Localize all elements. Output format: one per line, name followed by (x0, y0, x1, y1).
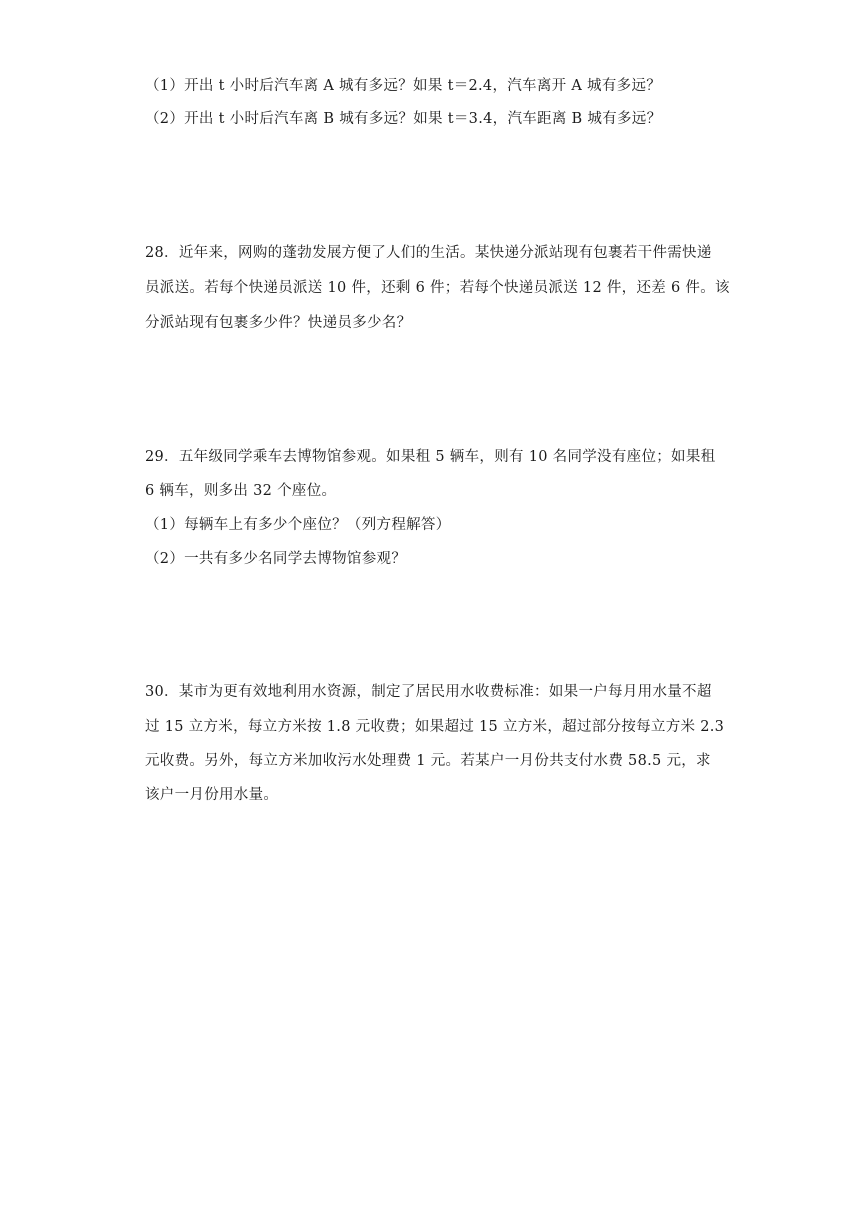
problem-30-line-1: 30．某市为更有效地利用水资源，制定了居民用水收费标准：如果一户每月用水量不超 (145, 684, 712, 700)
problem-28-line-2: 员派送。若每个快递员派送 10 件，还剩 6 件；若每个快递员派送 12 件，还差 6 件。该 (145, 280, 730, 296)
problem-30-line-3: 元收费。另外，每立方米加收污水处理费 1 元。若某户一月份共支付水费 58.5 元，求 (145, 753, 711, 769)
problem-30-line-2: 过 15 立方米，每立方米按 1.8 元收费；如果超过 15 立方米，超过部分按每立方米 2.3 (145, 719, 725, 735)
problem-29-subquestion-1: （1）每辆车上有多少个座位？（列方程解答） (145, 517, 451, 533)
problem-27-subquestion-2: （2）开出 t 小时后汽车离 B 城有多远？如果 t＝3.4，汽车距离 B 城有多远？ (145, 111, 662, 127)
problem-29-subquestion-2: （2）一共有多少名同学去博物馆参观？ (145, 551, 407, 567)
problem-30-line-4: 该户一月份用水量。 (145, 787, 279, 803)
problem-29-line-1: 29．五年级同学乘车去博物馆参观。如果租 5 辆车，则有 10 名同学没有座位；如果租 (145, 449, 716, 465)
problem-28-line-3: 分派站现有包裹多少件？快递员多少名？ (145, 315, 412, 331)
problem-29-line-2: 6 辆车，则多出 32 个座位。 (145, 483, 337, 499)
problem-28-line-1: 28．近年来，网购的蓬勃发展方便了人们的生活。某快递分派站现有包裹若干件需快递 (145, 245, 712, 261)
problem-27-subquestion-1: （1）开出 t 小时后汽车离 A 城有多远？如果 t＝2.4，汽车离开 A 城有多远？ (145, 78, 662, 94)
